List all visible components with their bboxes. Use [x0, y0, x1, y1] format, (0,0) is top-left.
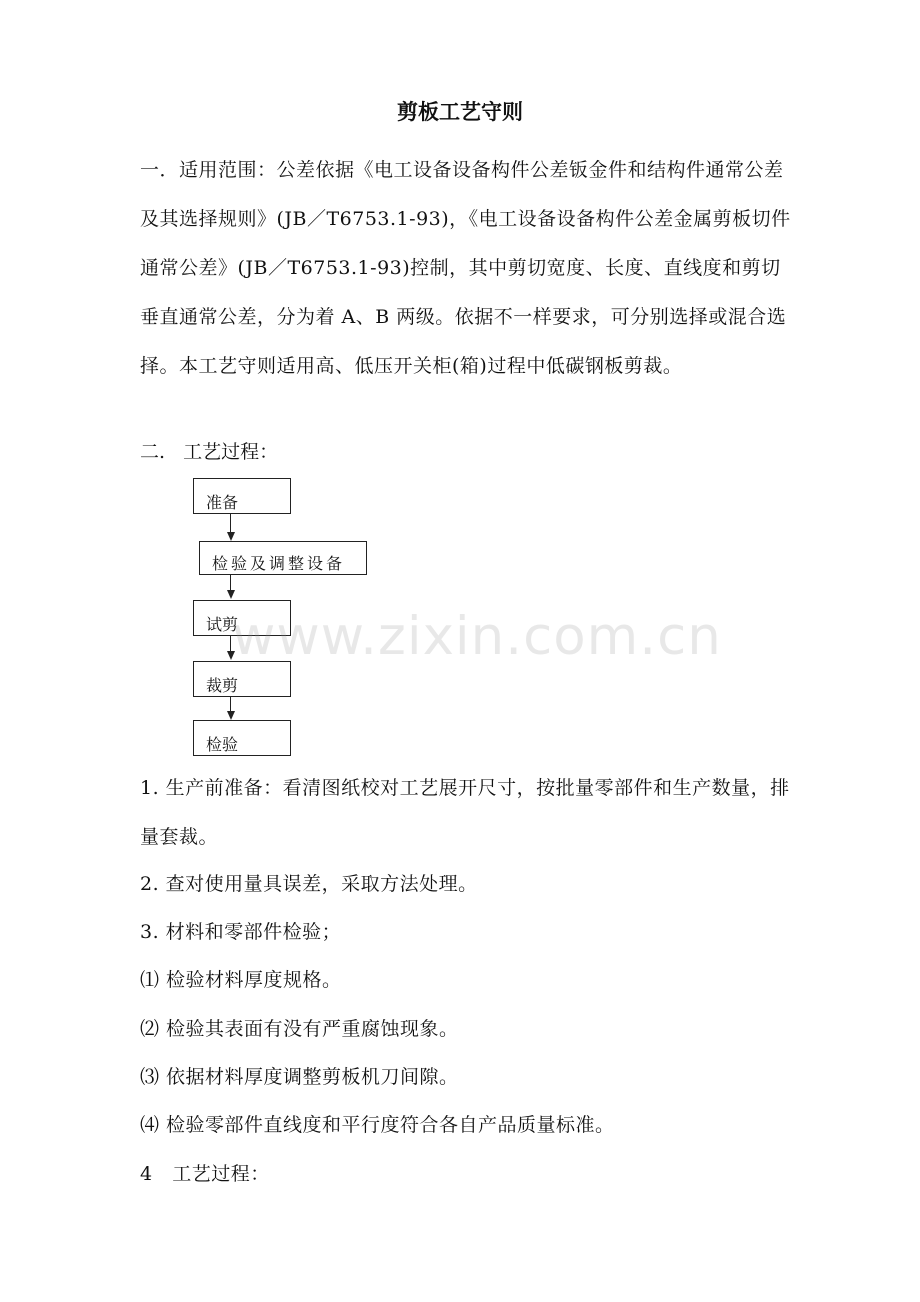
- intro-paragraph: 一．适用范围：公差依据《电工设备设备构件公差钣金件和结构件通常公差及其选择规则》(JB／T6753.1-93)，《电工设备设备构件公差金属剪板切件通常公差》(JB／T6753.1-93)控制，其中剪切宽度、长度、直线度和剪切垂直通常公差，分为着 A、B 两级。依据不一样要求，可分别选择或混合选择。本工艺守则适用高、低压开关柜(箱)过程中低碳钢板剪裁。: [140, 159, 791, 377]
- page-title: 剪板工艺守则: [397, 100, 523, 124]
- arrow-head-icon: [227, 711, 235, 720]
- arrow-head-icon: [227, 590, 235, 599]
- item-4: 4 工艺过程：: [140, 1163, 270, 1185]
- item-2: 2. 查对使用量具误差，采取方法处理。: [140, 873, 478, 895]
- section-two-heading: 二. 工艺过程：: [140, 441, 279, 463]
- flow-step-label: 裁剪: [206, 676, 239, 695]
- flow-arrow: [230, 514, 231, 534]
- item-1: 1. 生产前准备：看清图纸校对工艺展开尺寸，按批量零部件和生产数量，排量套裁。: [140, 777, 790, 848]
- arrow-head-icon: [227, 532, 235, 541]
- sub-item-1: ⑴ 检验材料厚度规格。: [140, 969, 342, 991]
- item-3: 3. 材料和零部件检验；: [140, 921, 342, 943]
- flow-step-label: 检验: [206, 735, 239, 754]
- watermark: www.zixin.com.cn: [232, 606, 722, 667]
- flow-step-inspect: [193, 720, 291, 756]
- flow-step-label: 试剪: [206, 615, 239, 634]
- flow-arrow: [230, 575, 231, 592]
- flow-step-label: 准备: [206, 493, 239, 512]
- flow-arrow: [230, 697, 231, 712]
- flow-step-inspect-adjust: [199, 541, 367, 575]
- sub-item-3: ⑶ 依据材料厚度调整剪板机刀间隙。: [140, 1066, 459, 1088]
- sub-item-4: ⑷ 检验零部件直线度和平行度符合各自产品质量标准。: [140, 1114, 615, 1136]
- flow-step-label: 检验及调整设备: [212, 554, 346, 573]
- sub-item-2: ⑵ 检验其表面有没有严重腐蚀现象。: [140, 1018, 459, 1040]
- flow-step-prepare: [193, 478, 291, 514]
